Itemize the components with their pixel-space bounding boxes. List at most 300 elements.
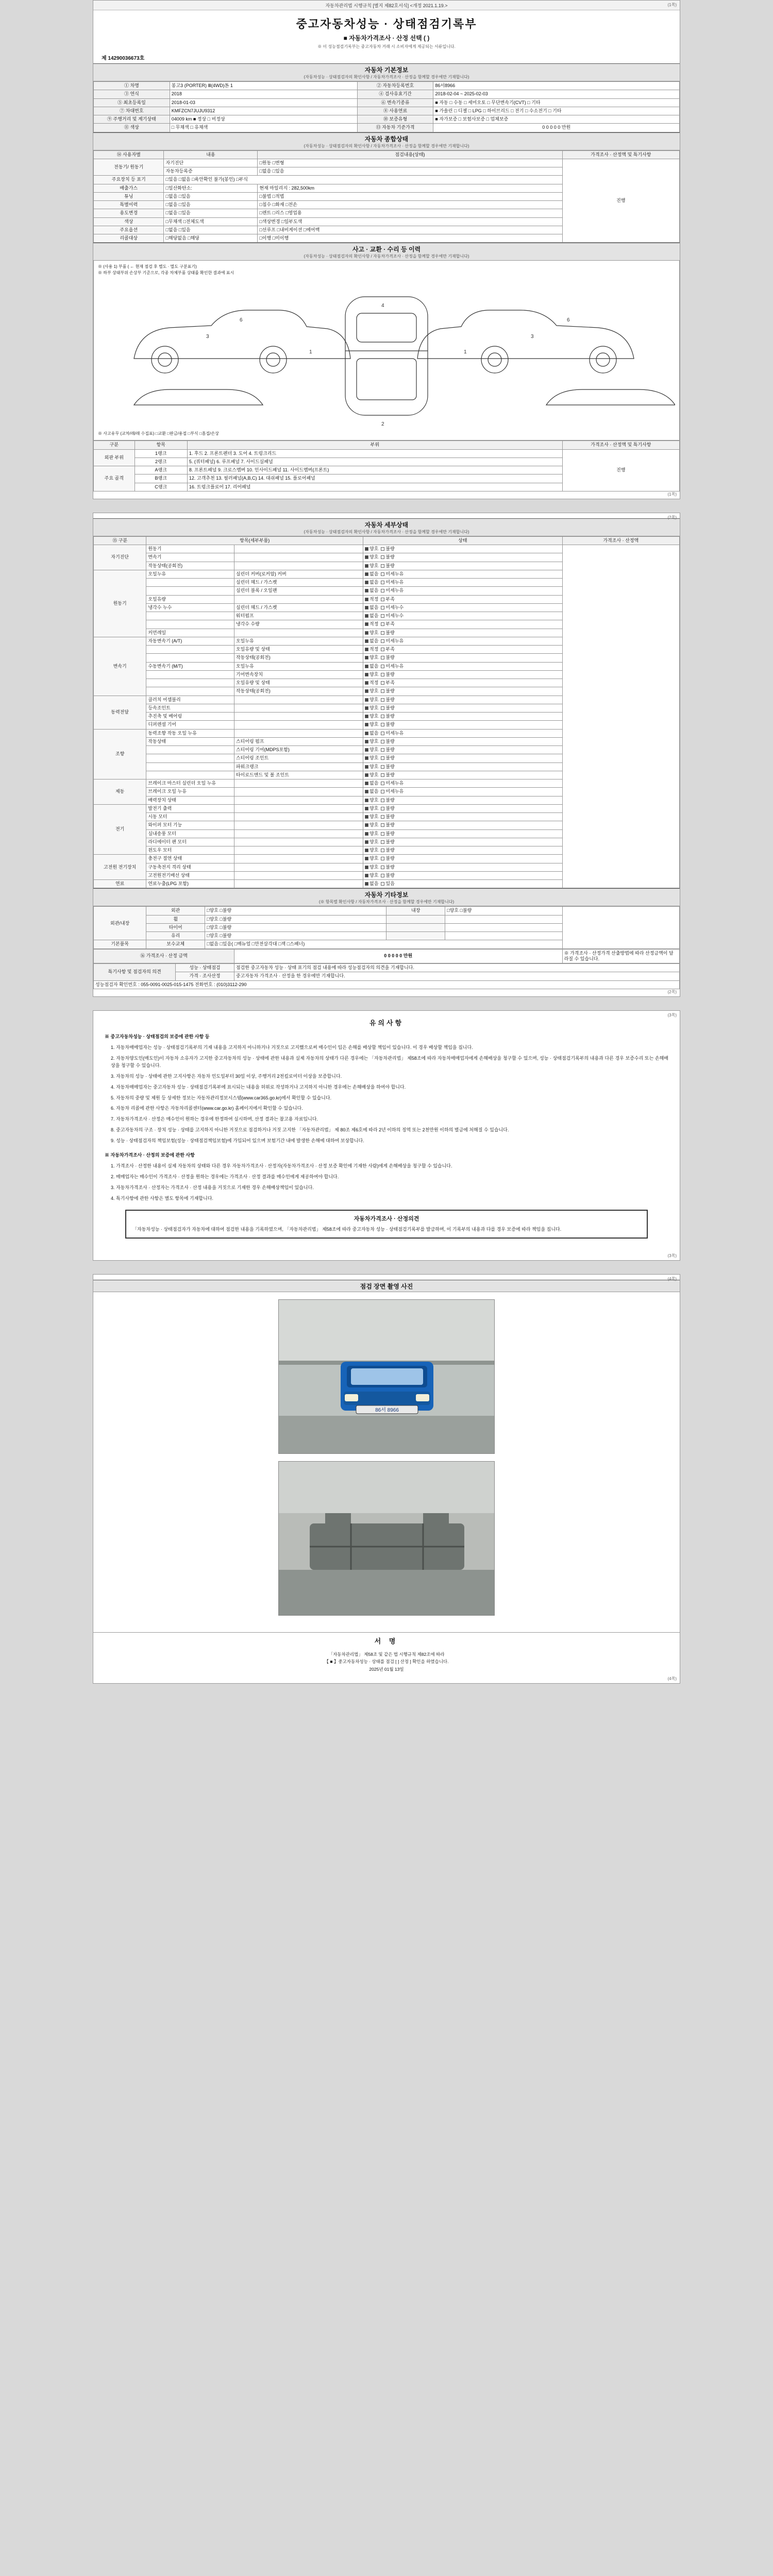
detail-subitem-1-1: 실린더 헤드 / 가스켓 xyxy=(234,579,363,587)
detail-state-3-1: 양호 불량 xyxy=(363,704,563,712)
detail-subitem-5-2 xyxy=(234,796,363,804)
etc-right-value-1 xyxy=(445,915,562,923)
car-damage-diagram xyxy=(98,276,675,431)
svg-text:1: 1 xyxy=(464,349,467,355)
accident-note-1: ※ (사용 1) 부품 ( ← 현재 점검 후 별도 · 멸도 구분표기) xyxy=(98,264,197,269)
acc-text-0: 1. 후드 2. 프론트펜더 3. 도어 4. 트렁크리드 xyxy=(187,449,562,457)
page3-corner-top: (3쪽) xyxy=(667,1012,677,1018)
detail-subitem-1-3 xyxy=(234,595,363,603)
detail-item-3-1: 등속조인트 xyxy=(146,704,234,712)
detail-item-6-4: 라디에이터 팬 모터 xyxy=(146,838,234,846)
overall-state-1: □없음 □있음 xyxy=(258,167,562,176)
overall-cat-9: 리콜대상 xyxy=(94,234,164,243)
detail-subitem-4-3: 스티어링 조인트 xyxy=(234,754,363,762)
svg-text:3: 3 xyxy=(206,334,209,340)
page-subtitle: ■ 자동차가격조사 · 산정 선택 ( ) xyxy=(343,35,430,42)
basic-label-10: ⑩ 보증유형 xyxy=(357,115,433,124)
acc-rank-1: 2랭크 xyxy=(135,457,187,466)
sign-line-1: 「자동차관리법」 제58조 및 같은 법 시행규칙 제82조에 따라 xyxy=(328,1651,445,1657)
notice2-item-2: 3. 자동차가격조사 · 산정자는 가격조사 · 산정 내용을 거짓으로 기재한 경우 손해배상책임이 있습니다. xyxy=(111,1185,314,1191)
detail-subitem-2-5: 오일유량 및 상태 xyxy=(234,679,363,687)
table-header-row xyxy=(94,536,680,545)
acc-head-2: 부위 xyxy=(187,441,562,449)
detail-state-5-0: 없음 미세누유 xyxy=(363,779,563,788)
detail-item-4-3 xyxy=(146,754,234,762)
opinion-val-0: 점검한 중고자동차 성능 · 상태 표기의 점검 내용에 따라 성능점검자의 의견을 기재합니다. xyxy=(234,964,679,972)
overall-item-6: □없음 □있음 xyxy=(164,209,258,217)
section-basic-sub: (자동차성능 · 상태점검자의 확인사항 / 자동차가격조사 · 산정을 함께할 경우에만 기재합니다) xyxy=(304,75,469,79)
overall-item-9: □해당없음 □해당 xyxy=(164,234,258,243)
page-2 xyxy=(93,513,680,997)
notice-item-2: 3. 자동차의 성능 · 상태에 관한 고지사항은 자동차 인도일부터 30일 이상, 주행거리 2천킬로미터 이상을 보증합니다. xyxy=(111,1073,342,1079)
table-header-row xyxy=(94,150,680,159)
overall-state-7: □색상변경 □일부도색 xyxy=(258,217,562,226)
page4-corner-bottom: (4쪽) xyxy=(667,1676,677,1682)
photo-list xyxy=(93,1292,680,1628)
detail-group-7: 고전원 전기장치 xyxy=(94,855,146,880)
std-price-label: ⑬ 자동차 기준가격 xyxy=(357,124,433,132)
detail-item-7-0: 충전구 절연 상태 xyxy=(146,855,234,863)
accident-note-2: ※ 하부 상태부위 손상부 기준으로, 각종 차체부품 상태를 확인한 결과에 표시 xyxy=(98,270,234,276)
total-label: ⑯ 가격조사 · 산정 금액 xyxy=(94,949,234,963)
svg-text:6: 6 xyxy=(240,317,243,324)
overall-item-8: □없음 □있음 xyxy=(164,226,258,234)
detail-state-6-1: 양호 불량 xyxy=(363,813,563,821)
acc-note: 진행 xyxy=(562,449,679,491)
detail-item-6-1: 시동 모터 xyxy=(146,813,234,821)
table-row xyxy=(94,90,680,98)
basic-value-9: 04009 km ■ 정상 □ 비정상 xyxy=(170,115,357,124)
detail-item-1-3: 오일유량 xyxy=(146,595,234,603)
detail-item-7-1: 구동축전지 격리 상태 xyxy=(146,863,234,871)
overall-cat-0: 전동기/ 원동기 xyxy=(94,159,164,176)
page1-corner-top: (1쪽) xyxy=(667,3,677,7)
notice-item-3: 4. 자동차매매업자는 중고자동차 성능 · 상태점검기록부에 표시되는 내용을 허위로 작성하거나 고지하지 아니한 경우에는 손해배상을 하여야 합니다. xyxy=(111,1084,406,1090)
overall-state-6: □렌트 □리스 □영업용 xyxy=(258,209,562,217)
etc-right-label-2 xyxy=(386,923,445,931)
detail-subitem-1-0: 실린더 커버(로커암) 커버 xyxy=(234,570,363,578)
signature-area xyxy=(93,1628,680,1683)
detail-state-7-0: 양호 불량 xyxy=(363,855,563,863)
table-row xyxy=(94,107,680,115)
detail-item-0-1: 변속기 xyxy=(146,553,234,562)
overall-head-3: 가격조사 · 산정액 및 특기사항 xyxy=(562,150,679,159)
overall-state-5: □침수 □화재 □전손 xyxy=(258,201,562,209)
overall-head-1: 내용 xyxy=(164,150,258,159)
detail-subitem-2-2: 작동상태(공회전) xyxy=(234,654,363,662)
detail-subitem-6-4 xyxy=(234,838,363,846)
etc-value-2: □양호 □불량 xyxy=(205,923,386,931)
etc-right-label-3 xyxy=(386,932,445,940)
detail-subitem-6-2 xyxy=(234,821,363,829)
acc-rank-2: A랭크 xyxy=(135,466,187,474)
basic-label-5: ⑤ 최초등록일 xyxy=(94,98,170,107)
detail-subitem-0-2 xyxy=(234,562,363,570)
detail-subitem-7-0 xyxy=(234,855,363,863)
detail-state-3-3: 양호 불량 xyxy=(363,721,563,729)
detail-item-1-5 xyxy=(146,612,234,620)
detail-group-1: 원동기 xyxy=(94,570,146,637)
notice-item-8: 9. 성능 · 상태점검자의 책임보험(성능 · 상태점검책임보험)에 가입되어 있으며 보험기간 내에 발생한 손해에 대하여 보상합니다. xyxy=(111,1138,364,1144)
detail-state-4-1: 양호 불량 xyxy=(363,737,563,745)
table-row xyxy=(94,545,680,553)
detail-state-4-0: 없음 미세누유 xyxy=(363,729,563,737)
detail-state-8-0: 없음 있음 xyxy=(363,880,563,888)
etc-label-0: 외관 xyxy=(146,907,205,915)
detail-subitem-4-2: 스티어링 기어(MDPS포함) xyxy=(234,746,363,754)
notice-item-4: 5. 자동차의 중량 및 제원 등 상세한 정보는 자동차관리정보시스템(www.car365.go.kr)에서 확인할 수 있습니다. xyxy=(111,1095,332,1100)
detail-subitem-3-0 xyxy=(234,696,363,704)
opinion-val-1: 중고자동차 가격조사 · 산정을 한 경우에만 기재합니다. xyxy=(234,972,679,980)
overall-note: 진행 xyxy=(562,159,679,243)
detail-item-6-0: 발전기 출력 xyxy=(146,804,234,812)
section-overall xyxy=(93,132,680,150)
acc-group-2: 주요 골격 xyxy=(94,466,135,492)
detail-subitem-1-6: 냉각수 수량 xyxy=(234,620,363,629)
detail-state-7-1: 양호 불량 xyxy=(363,863,563,871)
price-total-table xyxy=(93,949,680,964)
opinion-head: 특기사항 및 점검자의 의견 xyxy=(94,964,176,981)
overall-cat-8: 주요옵션 xyxy=(94,226,164,234)
detail-state-1-6: 적정 부족 xyxy=(363,620,563,629)
overall-item-1: 자동차등록증 xyxy=(164,167,258,176)
detail-subitem-4-0 xyxy=(234,729,363,737)
detail-item-3-3: 디퍼렌셜 기어 xyxy=(146,721,234,729)
overall-head-0: ⑭ 사용자별 xyxy=(94,150,164,159)
decl-title: 자동차가격조사 · 산정의견 xyxy=(354,1215,419,1222)
table-row xyxy=(94,907,680,915)
table-row xyxy=(94,949,680,963)
etc-value-0: □양호 □불량 xyxy=(205,907,386,915)
page-4 xyxy=(93,1274,680,1684)
accident-parts-table xyxy=(93,440,680,492)
detail-item-1-1 xyxy=(146,579,234,587)
basic-value-2: 86서8966 xyxy=(433,82,680,90)
notice2-item-0: 1. 가격조사 · 산정한 내용이 실제 자동차의 상태와 다른 경우 자동차가격조사 · 산정자(자동차가격조사 · 산정 보증 확인에 기재한 사람)에게 손해배상을 청구할 수 있습니다. xyxy=(111,1163,452,1169)
svg-text:6: 6 xyxy=(567,317,570,324)
overall-callout: 현재 마일리지 : 282,500km xyxy=(258,184,562,192)
etc-right-label-1 xyxy=(386,915,445,923)
detail-item-7-2: 고전원전기배선 상태 xyxy=(146,871,234,879)
table-header-row xyxy=(94,441,680,449)
detail-item-4-4 xyxy=(146,762,234,771)
notice2-item-1: 2. 매매업자는 매수인이 가격조사 · 산정을 원하는 경우에는 가격조사 · 산정 결과를 매수인에게 제공하여야 합니다. xyxy=(111,1174,339,1180)
overall-cat-5: 특별이력 xyxy=(94,201,164,209)
detail-subitem-3-2 xyxy=(234,713,363,721)
section-overall-title: 자동차 종합상태 xyxy=(364,135,409,143)
overall-item-0: 자기진단 xyxy=(164,159,258,167)
page1-header xyxy=(93,10,680,52)
section-accident-sub: (자동차성능 · 상태점검자의 확인사항 / 자동차가격조사 · 산정을 함께할 경우에만 기재합니다) xyxy=(304,254,469,259)
detail-state-table xyxy=(93,536,680,889)
detail-subitem-2-3: 오일누유 xyxy=(234,662,363,670)
detail-item-6-5: 윈도우 모터 xyxy=(146,846,234,855)
section-accident-title: 사고 · 교환 · 수리 등 이력 xyxy=(352,246,421,253)
std-price-value: 0 0 0 0 0 만원 xyxy=(433,124,680,132)
detail-item-2-6 xyxy=(146,687,234,696)
etc-right-value-3 xyxy=(445,932,562,940)
detail-item-2-4 xyxy=(146,670,234,679)
page4-corner-top: (4쪽) xyxy=(667,1276,677,1281)
acc-head-0: 구분 xyxy=(94,441,135,449)
detail-item-5-1: 브레이크 오일 누유 xyxy=(146,788,234,796)
page2-corner-top: (2쪽) xyxy=(667,515,677,520)
acc-text-2: 8. 프론트패널 9. 크로스멤버 10. 인사이드패널 11. 사이드멤버(프론트) xyxy=(187,466,562,474)
acc-text-4: 16. 트렁크플로어 17. 리어패널 xyxy=(187,483,562,491)
detail-state-4-5: 양호 불량 xyxy=(363,771,563,779)
detail-subitem-2-1: 오일유량 및 상태 xyxy=(234,646,363,654)
page-note: ※ 이 성능점검기록부는 중고자동차 거래 시 소비자에게 제공되는 서류입니다. xyxy=(317,44,456,49)
section-accident xyxy=(93,243,680,261)
detail-group-2: 변속기 xyxy=(94,637,146,696)
detail-state-2-1: 적정 부족 xyxy=(363,646,563,654)
acc-text-1: 5. (쿼터패널) 6. 루프패널 7. 사이드실패널 xyxy=(187,457,562,466)
detail-group-6: 전기 xyxy=(94,804,146,855)
detail-subitem-0-0 xyxy=(234,545,363,553)
document-number: 제 14290036673호 xyxy=(102,56,145,61)
table-row xyxy=(94,159,680,167)
detail-state-2-6: 양호 불량 xyxy=(363,687,563,696)
basic-value-6: ■ 자동 □ 수동 □ 세미오토 □ 무단변속기(CVT) □ 기타 xyxy=(433,98,680,107)
detail-head-0: ⑮ 구분 xyxy=(94,536,146,545)
detail-state-0-0: 양호 불량 xyxy=(363,545,563,553)
detail-state-1-7: 양호 불량 xyxy=(363,629,563,637)
accident-legend: ※ 사고유무 (교차/래/래 수집표) □교환 □판금/용접 □부식 □흠집/손상 xyxy=(98,431,219,436)
section-photos xyxy=(93,1280,680,1292)
basic-value-4: 2018-02-04 ~ 2025-02-03 xyxy=(433,90,680,98)
overall-item-2: □있음 □없음 □육안확인 불가(봉인) □부식 xyxy=(164,176,562,184)
price-declaration-box xyxy=(125,1210,648,1239)
acc-rank-3: B랭크 xyxy=(135,474,187,483)
acc-group-0: 외판 부위 xyxy=(94,449,135,466)
page-title: 중고자동차성능 · 상태점검기록부 xyxy=(296,18,477,30)
overall-cat-6: 용도변경 xyxy=(94,209,164,217)
section-detail-sub: (자동차성능 · 상태점검자의 확인사항 / 자동차가격조사 · 산정을 함께할 경우에만 기재합니다) xyxy=(304,529,469,534)
detail-item-2-5 xyxy=(146,679,234,687)
detail-subitem-4-5: 타이로드엔드 및 볼 조인트 xyxy=(234,771,363,779)
overall-state-9: □이행 □미이행 xyxy=(258,234,562,243)
basic-label-1: ① 차명 xyxy=(94,82,170,90)
acc-rank-0: 1랭크 xyxy=(135,449,187,457)
detail-group-4: 조향 xyxy=(94,729,146,779)
detail-subitem-5-0 xyxy=(234,779,363,788)
detail-subitem-2-6: 작동상태(공회전) xyxy=(234,687,363,696)
svg-text:86서 8966: 86서 8966 xyxy=(375,1407,399,1413)
page3-corner-bottom: (3쪽) xyxy=(667,1253,677,1258)
detail-subitem-7-1 xyxy=(234,863,363,871)
etc-group-exterior: 외관/내장 xyxy=(94,907,146,940)
notice2-item-3: 4. 특기사항에 관한 사항은 별도 항목에 기재합니다. xyxy=(111,1195,213,1201)
detail-item-4-0: 동력조향 작동 오일 누유 xyxy=(146,729,234,737)
notice-item-5: 6. 자동차 리콜에 관한 사항은 자동차리콜센터(www.car.go.kr) 홈페이지에서 확인할 수 있습니다. xyxy=(111,1106,303,1111)
overall-state-8: □선루프 □내비게이션 □에어백 xyxy=(258,226,562,234)
front-view-illustration xyxy=(279,1300,495,1454)
overall-item-7: □무채색 □전체도색 xyxy=(164,217,258,226)
detail-head-1: 항목(세부부품) xyxy=(146,536,363,545)
detail-item-8-0: 연료누출(LPG 포함) xyxy=(146,880,234,888)
detail-group-8: 연료 xyxy=(94,880,146,888)
detail-state-0-2: 양호 불량 xyxy=(363,562,563,570)
detail-item-4-1: 작동상태 xyxy=(146,737,234,745)
damage-diagram-area xyxy=(93,261,680,440)
etc-label-2: 타이어 xyxy=(146,923,205,931)
detail-state-1-5: 없음 미세누수 xyxy=(363,612,563,620)
notice-item-7: 8. 중고자동차의 구조 · 장치 성능 · 상태를 고지하지 아니한 거짓으로 점검하거나 거짓 고지한 「자동차관리법」 제 80조 제6호에 따라 2년 이하의 징역 또는 2천만원 이하의 벌금에 처해질 수 있습니다. xyxy=(111,1127,509,1133)
basic-label-6: ⑥ 변속기종류 xyxy=(357,98,433,107)
etc-right-value-2 xyxy=(445,923,562,931)
detail-subitem-2-4: 기어변속장치 xyxy=(234,670,363,679)
detail-state-6-2: 양호 불량 xyxy=(363,821,563,829)
basic-label-8: ⑧ 사용연료 xyxy=(357,107,433,115)
overall-item-4: □없음 □있음 xyxy=(164,192,258,200)
detail-item-1-4: 냉각수 누수 xyxy=(146,603,234,612)
detail-state-2-4: 양호 불량 xyxy=(363,670,563,679)
photo-underbody-view xyxy=(278,1461,495,1616)
opinion-key-0: 성능 · 상태점검 xyxy=(176,964,234,972)
detail-item-6-3: 실내송풍 모터 xyxy=(146,829,234,838)
detail-subitem-6-3 xyxy=(234,829,363,838)
detail-state-4-3: 양호 불량 xyxy=(363,754,563,762)
signature-title: 서 명 xyxy=(93,1632,680,1651)
detail-group-0: 자기진단 xyxy=(94,545,146,570)
overall-state-0: □원동 □변형 xyxy=(258,159,562,167)
detail-item-4-2 xyxy=(146,746,234,754)
detail-item-3-2: 추진축 및 베어링 xyxy=(146,713,234,721)
table-row xyxy=(94,82,680,90)
detail-item-6-2: 와이퍼 모터 기능 xyxy=(146,821,234,829)
detail-item-1-7: 커먼레일 xyxy=(146,629,234,637)
etc-value-4: □없음 □있음( □매뉴얼 □안전삼각대 □잭 □스패너) xyxy=(205,940,563,948)
basic-value-7: KMFZCN7JUJU9312 xyxy=(170,107,357,115)
detail-item-0-2: 작동상태(공회전) xyxy=(146,562,234,570)
etc-table xyxy=(93,906,680,948)
decl-body: 「자동차성능 · 상태점검자가 자동차에 대하여 점검한 내용을 기록하였으며, 「자동차관리법」 제58조에 따라 중고자동차 성능 · 상태점검기록부를 발급하며, 이 기록부의 내용과 다를 경우 보증에 따라 책임을 집니다. xyxy=(132,1227,562,1232)
section-photos-title: 점검 장면 촬영 사진 xyxy=(360,1282,413,1290)
etc-label-3: 유리 xyxy=(146,932,205,940)
detail-subitem-1-5: 워터펌프 xyxy=(234,612,363,620)
acc-rank-4: C랭크 xyxy=(135,483,187,491)
total-value: 0 0 0 0 0 만원 xyxy=(234,949,562,963)
detail-state-2-3: 없음 미세누유 xyxy=(363,662,563,670)
section-detail xyxy=(93,518,680,536)
table-row xyxy=(94,972,680,980)
detail-item-2-3: 수동변속기 (M/T) xyxy=(146,662,234,670)
table-row xyxy=(94,980,680,989)
etc-value-1: □양호 □불량 xyxy=(205,915,386,923)
detail-state-4-4: 양호 불량 xyxy=(363,762,563,771)
basic-info-table xyxy=(93,81,680,132)
table-row xyxy=(94,449,680,457)
detail-group-5: 제동 xyxy=(94,779,146,805)
overall-table xyxy=(93,150,680,243)
overall-cat-4: 튜닝 xyxy=(94,192,164,200)
detail-item-5-2: 배력장치 상태 xyxy=(146,796,234,804)
detail-group-3: 동력전달 xyxy=(94,696,146,729)
page1-top-note: 자동차관리법 시행규칙 [별지 제82호서식] <개정 2021.1.19.> xyxy=(93,1,680,10)
page2-corner-bottom: (2쪽) xyxy=(667,989,677,994)
detail-subitem-5-1 xyxy=(234,788,363,796)
notice-section xyxy=(93,1011,680,1253)
notice-head-2: ※ 자동차가격조사 · 산정의 보증에 관한 사항 xyxy=(105,1153,195,1158)
detail-state-1-3: 적정 부족 xyxy=(363,595,563,603)
detail-state-2-2: 양호 불량 xyxy=(363,654,563,662)
detail-state-1-1: 없음 미세누유 xyxy=(363,579,563,587)
overall-cat-7: 색상 xyxy=(94,217,164,226)
basic-label-9: ⑨ 주행거리 및 계기상태 xyxy=(94,115,170,124)
detail-state-0-1: 양호 불량 xyxy=(363,553,563,562)
plate-label: ⑪ 색상 xyxy=(94,124,170,132)
plate-color-value: □ 무채색 □ 유채색 xyxy=(170,124,357,132)
table-row xyxy=(94,115,680,124)
etc-label-1: 휠 xyxy=(146,915,205,923)
acc-text-3: 12. 고객추천 13. 필러패널(A,B,C) 14. 대쉬패널 15. 플로어패널 xyxy=(187,474,562,483)
section-etc-title: 자동차 기타정보 xyxy=(364,891,409,899)
table-row xyxy=(94,124,680,132)
detail-state-2-0: 없음 미세누유 xyxy=(363,637,563,645)
detail-subitem-8-0 xyxy=(234,880,363,888)
overall-cat-3: 배출가스 xyxy=(94,184,164,192)
detail-item-1-6 xyxy=(146,620,234,629)
notice-title: 유의사항 xyxy=(369,1019,404,1027)
svg-text:2: 2 xyxy=(381,421,384,428)
detail-subitem-6-0 xyxy=(234,804,363,812)
basic-label-3: ③ 연식 xyxy=(94,90,170,98)
detail-subitem-2-0: 오일누유 xyxy=(234,637,363,645)
detail-price-note xyxy=(562,545,679,888)
overall-state-4: □불법 □적법 xyxy=(258,192,562,200)
detail-subitem-3-1 xyxy=(234,704,363,712)
table-header-row xyxy=(94,964,680,972)
basic-value-10: ■ 자가보증 □ 보험사보증 □ 업체보증 xyxy=(433,115,680,124)
sign-line-2: 【 ■ 】중고자동차성능 · 상태를 점검 [ ] 산정 ] 확인을 하였습니다. xyxy=(324,1659,449,1665)
sign-line-3: 2025년 01월 13일 xyxy=(369,1666,404,1672)
acc-head-3: 가격조사 · 산정액 및 특기사항 xyxy=(562,441,679,449)
detail-state-5-1: 없음 미세누유 xyxy=(363,788,563,796)
notice-item-1: 2. 자동차양도인(매도인)이 자동차 소유자가 고지한 중고자동차의 성능 · 상태에 관한 내용과 실제 자동차의 상태가 다른 경우에는 「자동차관리법」 제58조에 따라 자동차매매업자에게 손해배상을 청구할 수 있으며, 성능 · 상태점검기록부의 내용과 다른 경우 보증수리 또는 손해배상을 청구할 수 있습니다. xyxy=(111,1055,668,1068)
detail-state-6-4: 양호 불량 xyxy=(363,838,563,846)
detail-state-6-5: 양호 불량 xyxy=(363,846,563,855)
basic-value-3: 2018 xyxy=(170,90,357,98)
overall-cat-2: 주요장치 등 표기 xyxy=(94,176,164,184)
detail-item-0-0: 원동기 xyxy=(146,545,234,553)
detail-subitem-6-1 xyxy=(234,813,363,821)
acc-head-1: 항목 xyxy=(135,441,187,449)
detail-state-5-2: 양호 불량 xyxy=(363,796,563,804)
section-etc-sub: (※ 항목별 확인사항 / 자동차가격조사 · 산정을 함께할 경우에만 기재합니다) xyxy=(318,900,455,905)
detail-item-3-0: 클러치 어셈블리 xyxy=(146,696,234,704)
basic-value-1: 봉고3 (PORTER) Ⅲ(4WD)톤 1 xyxy=(170,82,357,90)
basic-value-5: 2018-01-03 xyxy=(170,98,357,107)
table-row xyxy=(94,98,680,107)
detail-state-3-0: 양호 불량 xyxy=(363,696,563,704)
section-etc xyxy=(93,888,680,906)
detail-item-5-0: 브레이크 마스터 실린더 오일 누유 xyxy=(146,779,234,788)
underbody-illustration xyxy=(279,1462,495,1616)
section-basic-info xyxy=(93,63,680,81)
detail-subitem-4-1: 스티어링 펌프 xyxy=(234,737,363,745)
detail-item-2-0: 자동변속기 (A/T) xyxy=(146,637,234,645)
overall-item-3: □일산화탄소: xyxy=(164,184,258,192)
page1-corner-bottom: (1쪽) xyxy=(667,492,677,497)
detail-state-4-2: 양호 불량 xyxy=(363,746,563,754)
etc-group-basic-items: 기본품목 xyxy=(94,940,146,948)
detail-state-1-2: 없음 미세누유 xyxy=(363,587,563,595)
detail-subitem-4-4: 파워크랭크 xyxy=(234,762,363,771)
detail-state-1-4: 없음 미세누수 xyxy=(363,603,563,612)
detail-item-2-2 xyxy=(146,654,234,662)
inspector-contact: 성능점검자 확인번호 : 055-0091-0025-015-1475 전화번호 : (010)3112-290 xyxy=(94,980,680,989)
detail-subitem-0-1 xyxy=(234,553,363,562)
